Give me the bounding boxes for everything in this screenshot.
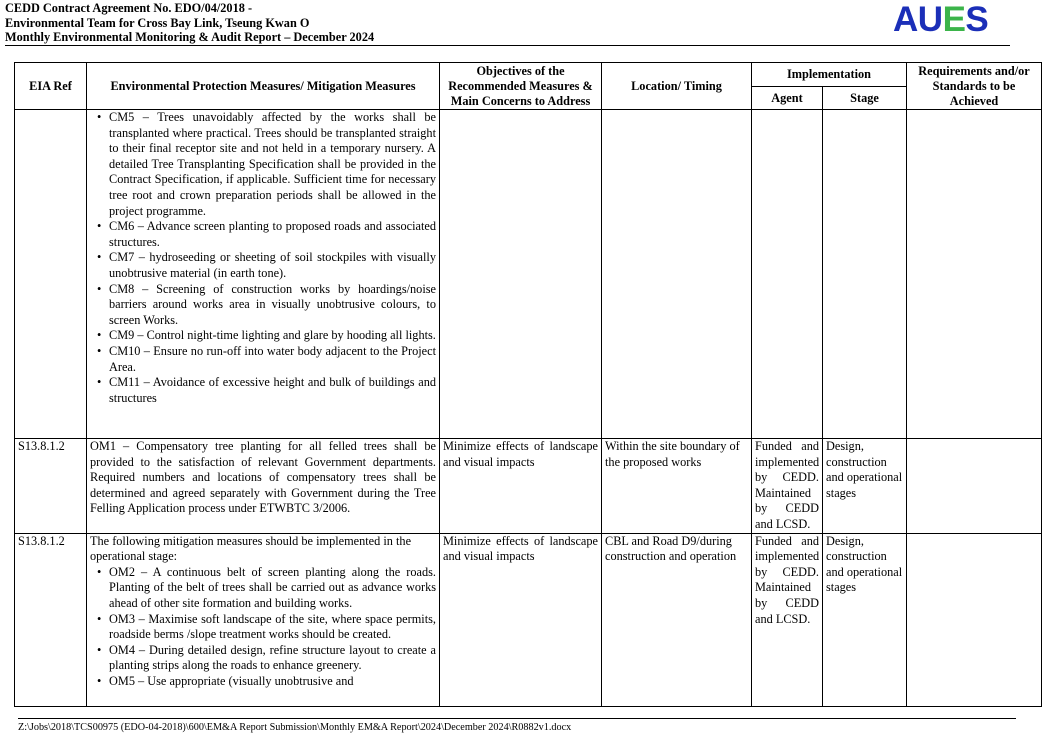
list-item: • OM3 – Maximise soft landscape of the site, where space permits, roadside berms /slope treatment works should be created. bbox=[109, 612, 436, 643]
row1-location bbox=[602, 110, 752, 439]
list-item: • CM8 – Screening of construction works by hoardings/noise barriers around works area in visually unobtrusive colours, to screen Works. bbox=[109, 282, 436, 329]
logo-letter-a: A bbox=[893, 0, 918, 39]
row3-location: CBL and Road D9/during construction and operation bbox=[602, 533, 752, 706]
row3-ref: S13.8.1.2 bbox=[15, 533, 87, 706]
team-line: Environmental Team for Cross Bay Link, Tseung Kwan O bbox=[5, 15, 310, 30]
row2-stage: Design, construction and operational stages bbox=[823, 439, 907, 534]
header-measures: Environmental Protection Measures/ Mitigation Measures bbox=[87, 63, 440, 110]
row1-requirements bbox=[907, 110, 1042, 439]
header-location: Location/ Timing bbox=[602, 63, 752, 110]
list-item: • CM10 – Ensure no run-off into water body adjacent to the Project Area. bbox=[109, 344, 436, 375]
row2-objectives: Minimize effects of landscape and visual impacts bbox=[440, 439, 602, 534]
header-rule bbox=[5, 45, 1010, 46]
construction-measures-list bbox=[90, 110, 436, 406]
aues-logo bbox=[893, 0, 988, 42]
header-stage: Stage bbox=[823, 87, 907, 110]
table-row bbox=[15, 110, 1042, 439]
list-item: • OM2 – A continuous belt of screen planting along the roads. Planting of the belt of trees shall be carried out as advance works ahead of other site formation and building works. bbox=[109, 565, 436, 612]
row3-intro: The following mitigation measures should be implemented in the operational stage: bbox=[90, 533, 412, 564]
row1-ref bbox=[15, 110, 87, 439]
row2-agent: Funded and implemented by CEDD. Maintained by CEDD and LCSD. bbox=[752, 439, 823, 534]
row2-location: Within the site boundary of the proposed works bbox=[602, 439, 752, 534]
report-title-line: Monthly Environmental Monitoring & Audit Report – December 2024 bbox=[5, 30, 375, 44]
header-eia-ref: EIA Ref bbox=[15, 63, 87, 110]
logo-letter-e: E bbox=[942, 0, 966, 39]
table-row bbox=[15, 533, 1042, 706]
header-objectives: Objectives of the Recommended Measures & Main Concerns to Address bbox=[440, 63, 602, 110]
report-header bbox=[5, 1, 374, 45]
logo-letter-s: S bbox=[965, 0, 989, 39]
mitigation-measures-table bbox=[14, 62, 1042, 707]
operational-measures-list bbox=[90, 565, 436, 690]
row1-measures bbox=[87, 110, 440, 439]
list-item: • CM7 – hydroseeding or sheeting of soil stockpiles with visually unobtrusive material (in earth tone). bbox=[109, 250, 436, 281]
header-implementation: Implementation bbox=[752, 63, 907, 87]
row1-stage bbox=[823, 110, 907, 439]
list-item: • OM4 – During detailed design, refine structure layout to create a planting strips along the roads to enhance greenery. bbox=[109, 643, 436, 674]
row3-measures bbox=[87, 533, 440, 706]
row3-agent: Funded and implemented by CEDD. Maintained by CEDD and LCSD. bbox=[752, 533, 823, 706]
list-item: • CM6 – Advance screen planting to proposed roads and associated structures. bbox=[109, 219, 436, 250]
footer-rule bbox=[18, 718, 1016, 719]
logo-letter-u: U bbox=[917, 0, 943, 39]
list-item: • CM11 – Avoidance of excessive height and bulk of buildings and structures bbox=[109, 375, 436, 406]
row1-objectives bbox=[440, 110, 602, 439]
row1-agent bbox=[752, 110, 823, 439]
header-requirements: Requirements and/or Standards to be Achieved bbox=[907, 63, 1042, 110]
list-item: • CM5 – Trees unavoidably affected by the works shall be transplanted where practical. Trees should be transplanted straight to their final receptor site and not held in a temporary nursery. A detailed Tree Transplanting Specification shall be provided in the Contract Specification, if applicable. Sufficient time for necessary tree root and crown preparation periods shall be allowed in the project programme. bbox=[109, 110, 436, 219]
table-row bbox=[15, 439, 1042, 534]
row3-objectives: Minimize effects of landscape and visual impacts bbox=[440, 533, 602, 706]
row2-ref: S13.8.1.2 bbox=[15, 439, 87, 534]
row2-requirements bbox=[907, 439, 1042, 534]
row3-requirements bbox=[907, 533, 1042, 706]
row2-measures: OM1 – Compensatory tree planting for all felled trees shall be provided to the satisfaction of relevant Government departments. Required numbers and locations of compensatory trees shall be determined and agreed separately with Government during the Tree Felling Application process under ETWBTC 3/2006. bbox=[87, 439, 440, 534]
row3-stage: Design, construction and operational stages bbox=[823, 533, 907, 706]
footer-file-path: Z:\Jobs\2018\TCS00975 (EDO-04-2018)\600\EM&A Report Submission\Monthly EM&A Report\2024\December 2024\R0882v1.docx bbox=[18, 722, 572, 733]
contract-line: CEDD Contract Agreement No. EDO/04/2018 - bbox=[5, 1, 253, 15]
list-item: • OM5 – Use appropriate (visually unobtrusive and bbox=[109, 674, 436, 690]
list-item: • CM9 – Control night-time lighting and glare by hooding all lights. bbox=[109, 328, 436, 344]
header-agent: Agent bbox=[752, 87, 823, 110]
